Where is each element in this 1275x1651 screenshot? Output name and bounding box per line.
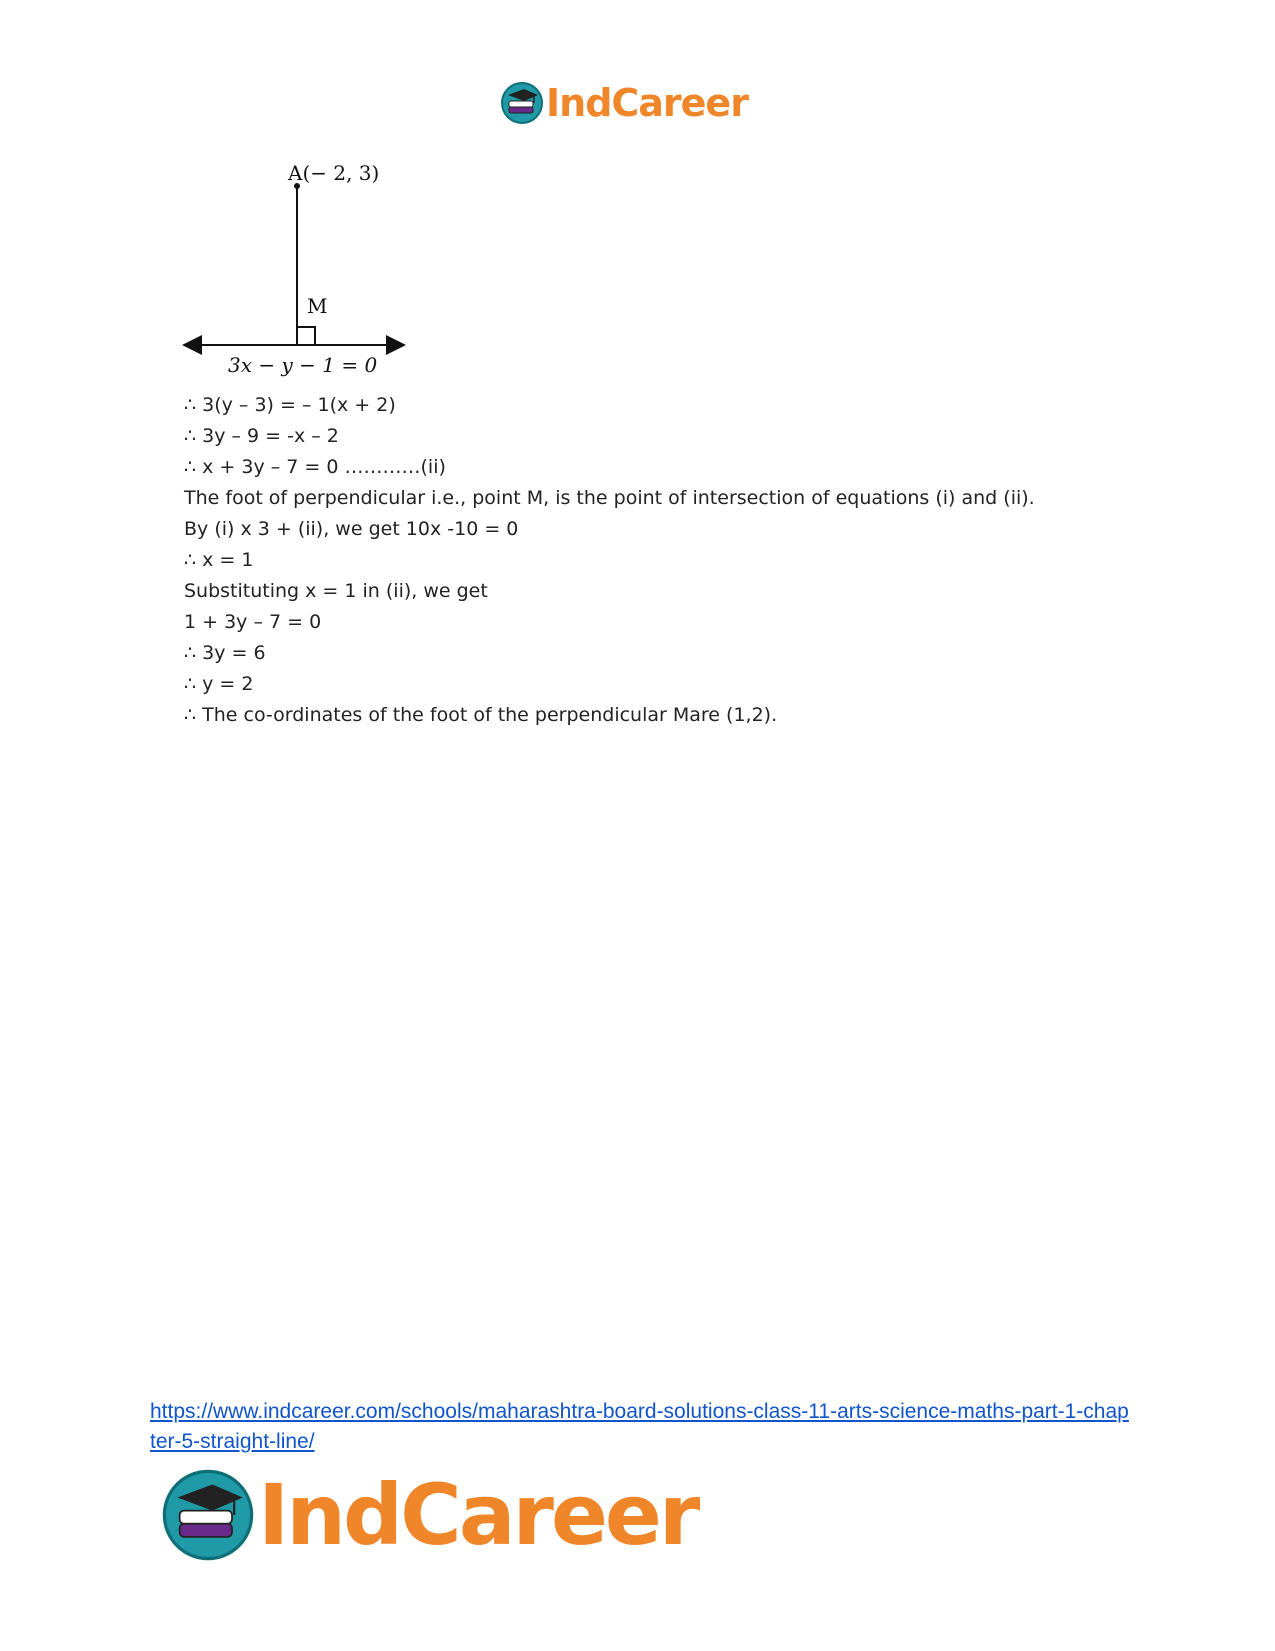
indcareer-logo-icon (160, 1467, 256, 1563)
solution-line: ∴ x = 1 (184, 549, 254, 571)
solution-line: ∴ 3y = 6 (184, 642, 266, 664)
solution-line: Substituting x = 1 in (ii), we get (184, 580, 488, 602)
solution-line: ∴ 3(y – 3) = – 1(x + 2) (184, 394, 396, 416)
solution-line: ∴ 3y – 9 = -x – 2 (184, 425, 339, 447)
source-link[interactable]: https://www.indcareer.com/schools/maharashtra-board-solutions-class-11-arts-science-maths-part-1-chapter-5-straight-line/ (150, 1400, 1129, 1453)
right-angle-marker (297, 327, 315, 345)
solution-text (184, 390, 1184, 731)
logo-wordmark: IndCareer (546, 81, 748, 125)
foot-label: M (307, 294, 328, 318)
solution-line: By (i) x 3 + (ii), we get 10x -10 = 0 (184, 518, 519, 540)
point-a-label: A(− 2, 3) (288, 161, 380, 185)
solution-line: ∴ The co-ordinates of the foot of the perpendicular Mare (1,2). (184, 704, 778, 726)
line-equation-label: 3x − y − 1 = 0 (228, 353, 378, 377)
solution-line: ∴ x + 3y – 7 = 0 …………(ii) (184, 456, 446, 478)
perpendicular-diagram (180, 150, 420, 385)
solution-line: The foot of perpendicular i.e., point M, is the point of intersection of equations (i) and (ii). (184, 487, 1035, 509)
solution-line: 1 + 3y – 7 = 0 (184, 611, 322, 633)
indcareer-logo-icon (500, 81, 544, 125)
footer-logo (160, 1465, 700, 1565)
header-logo (500, 78, 780, 128)
solution-line: ∴ y = 2 (184, 673, 254, 695)
logo-wordmark: IndCareer (258, 1466, 698, 1564)
